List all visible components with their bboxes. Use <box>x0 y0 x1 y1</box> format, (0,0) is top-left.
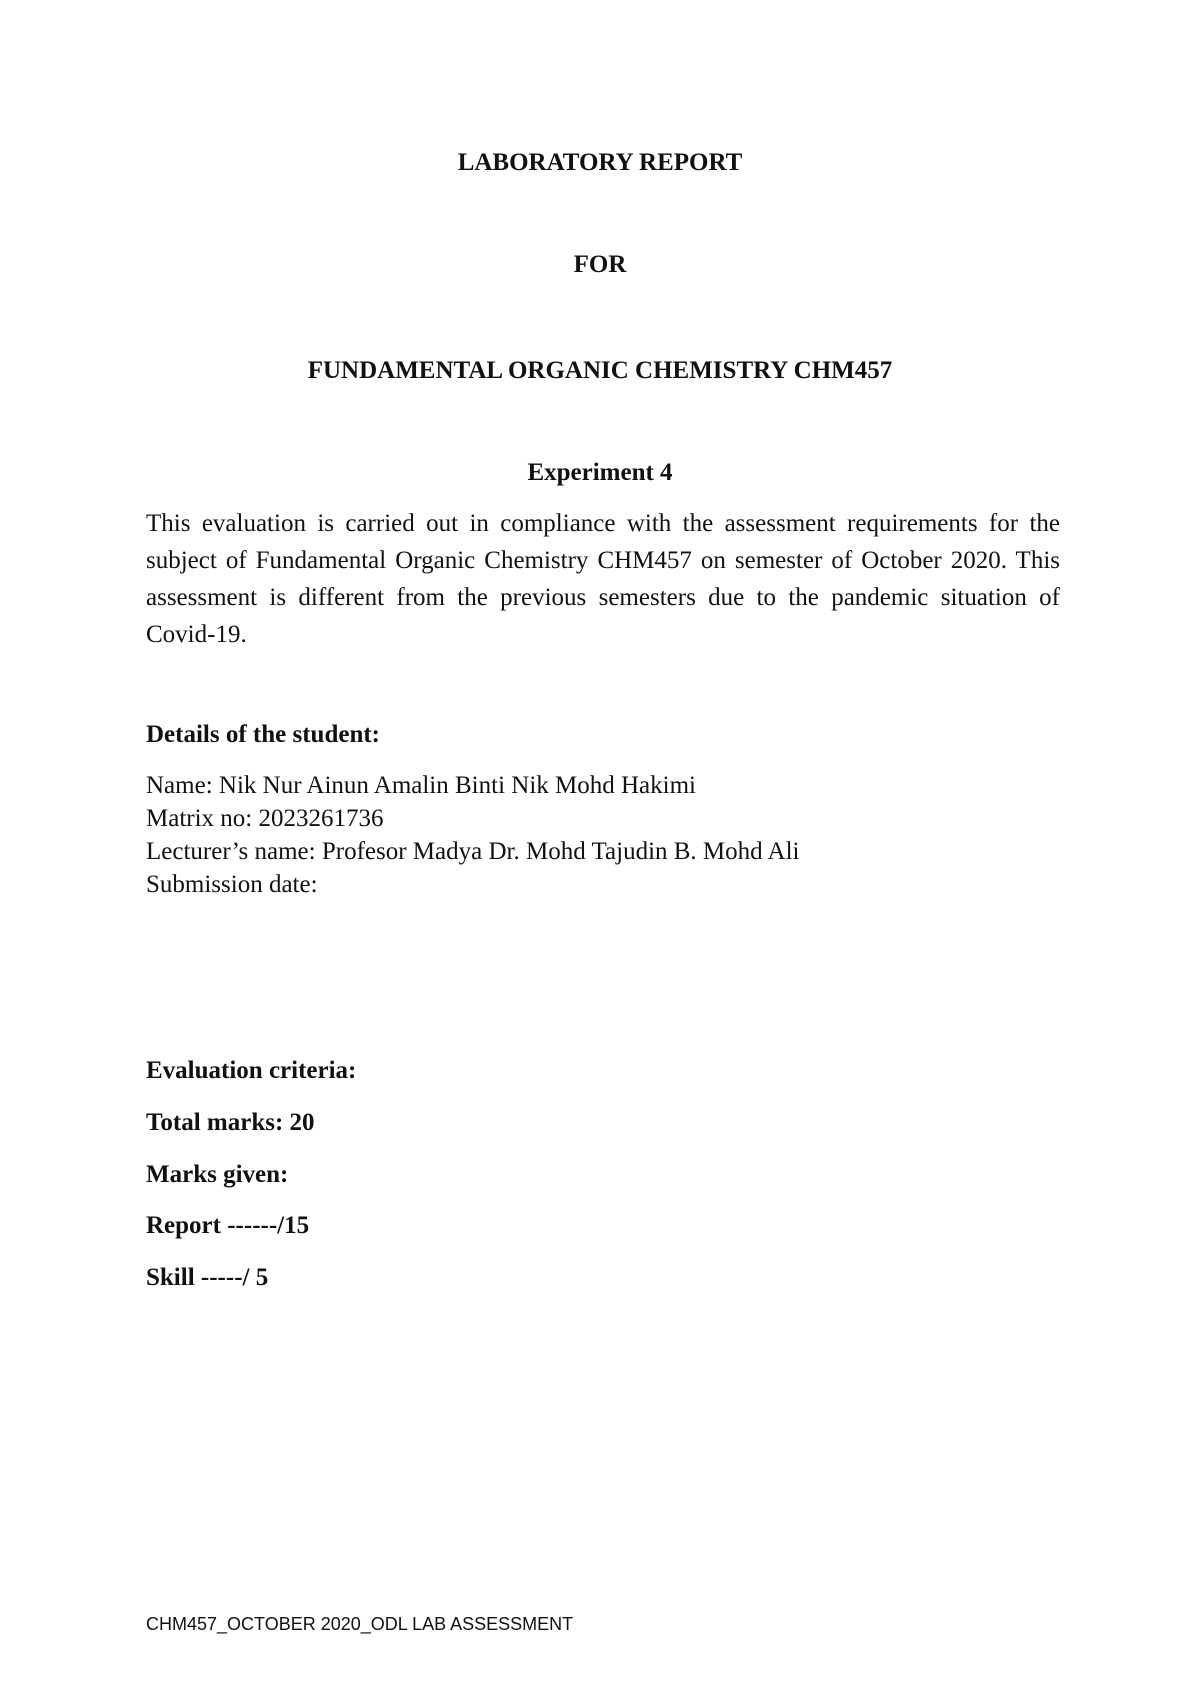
lecturer-name: Lecturer’s name: Profesor Madya Dr. Mohd Tajudin B. Mohd Ali <box>146 838 800 865</box>
student-name: Name: Nik Nur Ainun Amalin Binti Nik Mohd Hakimi <box>146 772 696 799</box>
marks-given: Marks given: <box>146 1161 289 1188</box>
student-details <box>146 769 799 901</box>
report-marks: Report ------/15 <box>146 1212 310 1239</box>
student-details-heading: Details of the student: <box>146 721 381 748</box>
total-marks: Total marks: 20 <box>146 1109 315 1136</box>
evaluation-criteria-heading: Evaluation criteria: <box>146 1057 357 1084</box>
student-matrix-number: Matrix no: 2023261736 <box>146 805 384 832</box>
intro-paragraph: This evaluation is carried out in compliance with the assessment requirements for the subject of Fundamental Organic Chemistry CHM457 on semester of October 2020. This assessment is different from the previous semesters due to the pandemic situation of Covid-19. <box>146 510 1060 648</box>
report-title-for: FOR <box>573 251 627 278</box>
page-footer: CHM457_OCTOBER 2020_ODL LAB ASSESSMENT <box>146 1614 574 1634</box>
skill-marks: Skill -----/ 5 <box>146 1264 269 1291</box>
submission-date: Submission date: <box>146 871 318 898</box>
report-title: LABORATORY REPORT <box>457 149 743 176</box>
course-title: FUNDAMENTAL ORGANIC CHEMISTRY CHM457 <box>307 357 893 384</box>
experiment-title: Experiment 4 <box>527 459 673 486</box>
